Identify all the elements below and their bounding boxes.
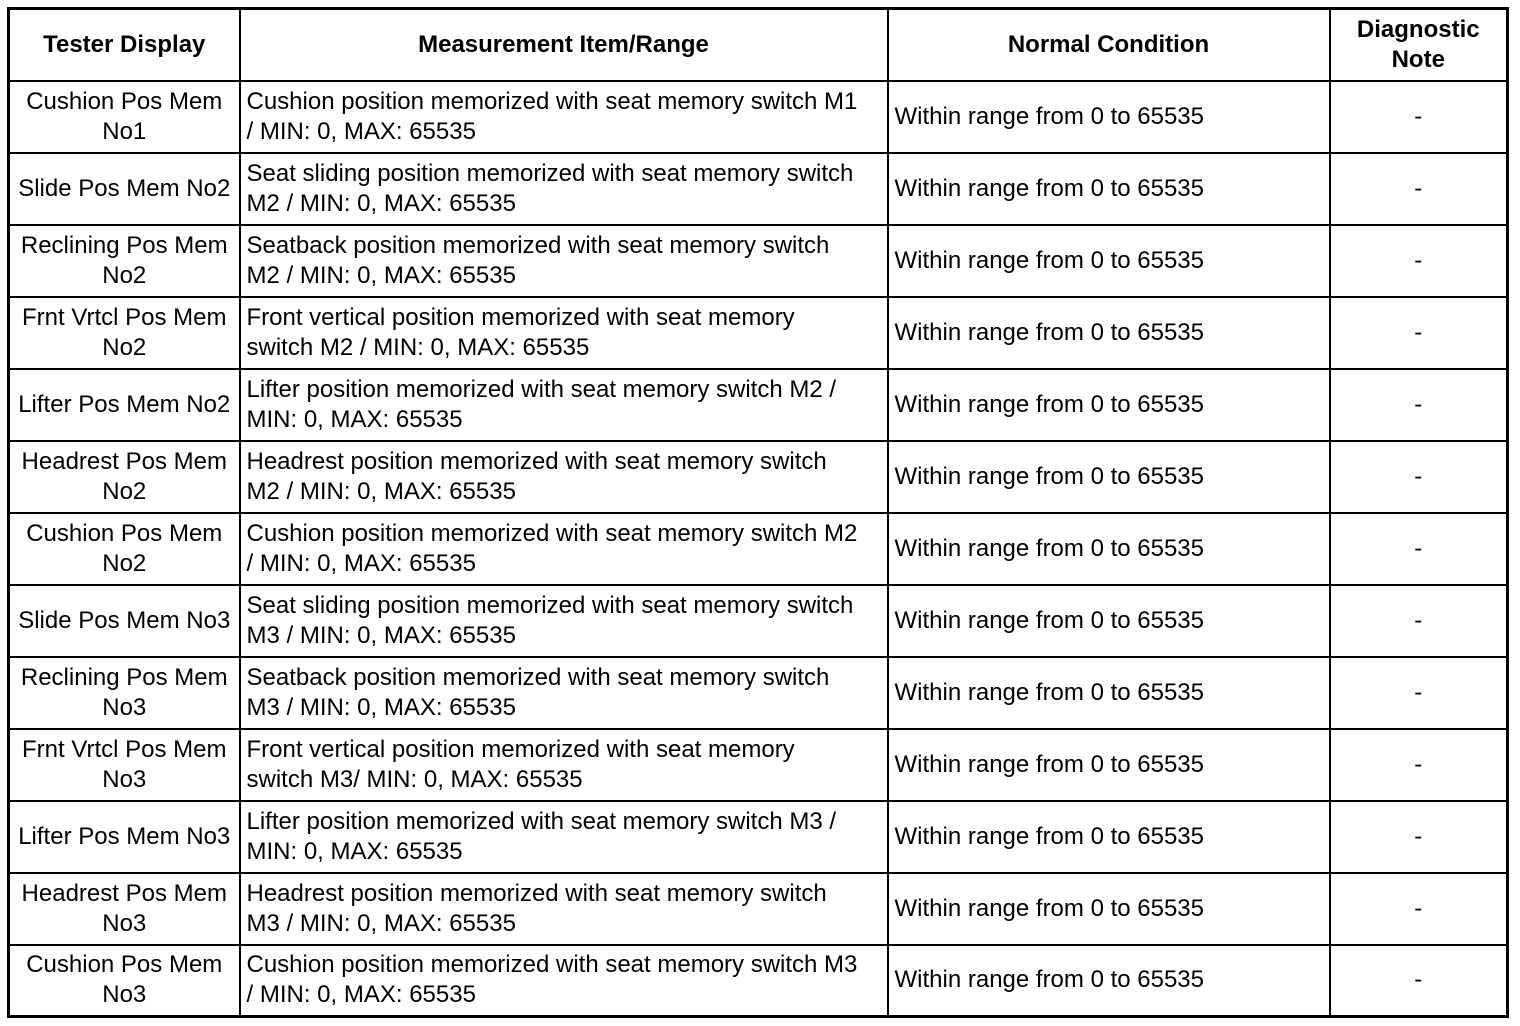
diagnostic-note-cell — [1330, 801, 1508, 873]
tester-display-cell-text: Frnt Vrtcl Pos Mem — [22, 735, 227, 763]
tester-display-cell-text: No3 — [102, 693, 147, 721]
tester-display-cell — [9, 81, 240, 153]
tester-display-cell-text: No3 — [102, 909, 147, 937]
measurement-cell-text: Lifter position memorized with seat memory switch M2 / — [246, 375, 837, 403]
table-row — [9, 873, 1508, 945]
diagnostic-note-cell-text: - — [1414, 318, 1423, 346]
measurement-cell-text: Front vertical position memorized with seat memory — [246, 303, 795, 331]
measurement-cell-text: / MIN: 0, MAX: 65535 — [246, 981, 476, 1009]
measurement-cell-text: M3 / MIN: 0, MAX: 65535 — [246, 621, 516, 649]
table-row — [9, 513, 1508, 585]
table-row — [9, 81, 1508, 153]
tester-display-cell-text: No1 — [102, 117, 147, 145]
normal-condition-cell-text: Within range from 0 to 65535 — [894, 606, 1205, 634]
tester-display-cell — [9, 297, 240, 369]
header-normal-condition-label: Normal Condition — [1007, 30, 1210, 58]
normal-condition-cell — [888, 657, 1330, 729]
measurement-cell-text: Headrest position memorized with seat memory switch — [246, 879, 827, 907]
normal-condition-cell-text: Within range from 0 to 65535 — [894, 966, 1205, 994]
table-row — [9, 225, 1508, 297]
measurement-cell-text: Seat sliding position memorized with seat memory switch — [246, 159, 854, 187]
table-row — [9, 297, 1508, 369]
measurement-cell-text: / MIN: 0, MAX: 65535 — [246, 549, 476, 577]
tester-display-cell-text: Cushion Pos Mem — [26, 519, 223, 547]
measurement-cell-text: MIN: 0, MAX: 65535 — [246, 837, 463, 865]
tester-display-cell — [9, 801, 240, 873]
header-row — [9, 9, 1508, 81]
table-row — [9, 945, 1508, 1017]
diagnostic-note-cell-text: - — [1414, 462, 1423, 490]
tester-display-cell — [9, 585, 240, 657]
tester-display-cell — [9, 729, 240, 801]
diagnostic-note-cell — [1330, 81, 1508, 153]
measurement-cell — [240, 585, 888, 657]
measurement-cell — [240, 297, 888, 369]
tester-display-cell-text: Cushion Pos Mem — [26, 951, 223, 979]
tester-display-cell-text: No2 — [102, 549, 147, 577]
normal-condition-cell-text: Within range from 0 to 65535 — [894, 102, 1205, 130]
tester-display-cell-text: No3 — [102, 981, 147, 1009]
normal-condition-cell-text: Within range from 0 to 65535 — [894, 678, 1205, 706]
measurement-cell-text: Seatback position memorized with seat memory switch — [246, 231, 830, 259]
normal-condition-cell — [888, 81, 1330, 153]
tester-display-cell-text: Lifter Pos Mem No3 — [18, 822, 231, 850]
measurement-cell — [240, 81, 888, 153]
header-measurement — [240, 9, 888, 81]
normal-condition-cell — [888, 873, 1330, 945]
measurement-cell — [240, 801, 888, 873]
measurement-cell-text: M3 / MIN: 0, MAX: 65535 — [246, 909, 516, 937]
measurement-cell — [240, 513, 888, 585]
diagnostic-note-cell-text: - — [1414, 894, 1423, 922]
normal-condition-cell-text: Within range from 0 to 65535 — [894, 462, 1205, 490]
table-row — [9, 585, 1508, 657]
measurement-cell — [240, 369, 888, 441]
diagnostic-note-cell — [1330, 585, 1508, 657]
tester-display-cell-text: Lifter Pos Mem No2 — [18, 390, 231, 418]
tester-display-cell — [9, 945, 240, 1017]
measurement-cell-text: Cushion position memorized with seat memory switch M1 — [246, 87, 858, 115]
tester-display-cell-text: No2 — [102, 333, 147, 361]
normal-condition-cell-text: Within range from 0 to 65535 — [894, 750, 1205, 778]
normal-condition-cell-text: Within range from 0 to 65535 — [894, 894, 1205, 922]
table-row — [9, 369, 1508, 441]
table-row — [9, 153, 1508, 225]
diagnostic-note-cell-text: - — [1414, 678, 1423, 706]
measurement-cell — [240, 729, 888, 801]
header-tester-display — [9, 9, 240, 81]
diagnostic-note-cell — [1330, 657, 1508, 729]
normal-condition-cell-text: Within range from 0 to 65535 — [894, 534, 1205, 562]
normal-condition-cell-text: Within range from 0 to 65535 — [894, 174, 1205, 202]
normal-condition-cell — [888, 297, 1330, 369]
diagnostic-note-cell — [1330, 729, 1508, 801]
diagnostic-note-cell — [1330, 369, 1508, 441]
tester-display-cell-text: Cushion Pos Mem — [26, 87, 223, 115]
normal-condition-cell-text: Within range from 0 to 65535 — [894, 390, 1205, 418]
diagnostic-note-cell-text: - — [1414, 174, 1423, 202]
measurement-cell — [240, 945, 888, 1017]
diagnostic-note-cell-text: - — [1414, 606, 1423, 634]
header-diagnostic-note — [1330, 9, 1508, 81]
normal-condition-cell — [888, 369, 1330, 441]
measurement-cell-text: Cushion position memorized with seat memory switch M3 — [246, 951, 858, 979]
measurement-cell-text: switch M3/ MIN: 0, MAX: 65535 — [246, 765, 583, 793]
diagnostic-note-cell — [1330, 873, 1508, 945]
normal-condition-cell — [888, 585, 1330, 657]
tester-display-cell-text: Frnt Vrtcl Pos Mem — [22, 303, 227, 331]
measurement-cell-text: Seatback position memorized with seat memory switch — [246, 663, 830, 691]
measurement-cell-text: Front vertical position memorized with seat memory — [246, 735, 795, 763]
measurement-cell-text: Cushion position memorized with seat memory switch M2 — [246, 519, 858, 547]
diagnostic-note-cell-text: - — [1414, 534, 1423, 562]
measurement-cell — [240, 657, 888, 729]
tester-display-cell-text: Slide Pos Mem No2 — [18, 174, 231, 202]
tester-display-cell-text: Headrest Pos Mem — [21, 447, 227, 475]
normal-condition-cell — [888, 441, 1330, 513]
header-normal-condition — [888, 9, 1330, 81]
diagnostic-note-cell — [1330, 441, 1508, 513]
tester-display-cell — [9, 153, 240, 225]
table-row — [9, 441, 1508, 513]
diagnostic-note-cell — [1330, 945, 1508, 1017]
measurement-cell-text: Seat sliding position memorized with seat memory switch — [246, 591, 854, 619]
table-body — [9, 81, 1508, 1017]
table-header — [9, 9, 1508, 81]
normal-condition-cell-text: Within range from 0 to 65535 — [894, 246, 1205, 274]
tester-display-cell — [9, 369, 240, 441]
diagnostic-note-cell — [1330, 513, 1508, 585]
diagnostic-note-cell-text: - — [1414, 102, 1423, 130]
measurement-cell-text: M2 / MIN: 0, MAX: 65535 — [246, 261, 516, 289]
tester-display-cell — [9, 873, 240, 945]
normal-condition-cell — [888, 945, 1330, 1017]
diagnostic-note-cell-text: - — [1414, 750, 1423, 778]
data-monitor-table — [7, 7, 1509, 1018]
diagnostic-note-cell-text: - — [1414, 246, 1423, 274]
measurement-cell-text: switch M2 / MIN: 0, MAX: 65535 — [246, 333, 590, 361]
measurement-cell-text: / MIN: 0, MAX: 65535 — [246, 117, 476, 145]
measurement-cell-text: Headrest position memorized with seat memory switch — [246, 447, 827, 475]
tester-display-cell-text: Reclining Pos Mem — [20, 231, 228, 259]
diagnostic-note-cell — [1330, 297, 1508, 369]
tester-display-cell — [9, 441, 240, 513]
measurement-cell — [240, 441, 888, 513]
tester-display-cell-text: Headrest Pos Mem — [21, 879, 227, 907]
measurement-cell-text: M2 / MIN: 0, MAX: 65535 — [246, 477, 516, 505]
header-measurement-label: Measurement Item/Range — [418, 30, 709, 58]
diagnostic-note-cell — [1330, 225, 1508, 297]
measurement-cell-text: MIN: 0, MAX: 65535 — [246, 405, 463, 433]
header-diagnostic-note-label: Diagnostic — [1356, 15, 1480, 43]
normal-condition-cell-text: Within range from 0 to 65535 — [894, 822, 1205, 850]
measurement-cell — [240, 873, 888, 945]
measurement-cell-text: M3 / MIN: 0, MAX: 65535 — [246, 693, 516, 721]
normal-condition-cell-text: Within range from 0 to 65535 — [894, 318, 1205, 346]
normal-condition-cell — [888, 153, 1330, 225]
tester-display-cell-text: No2 — [102, 261, 147, 289]
header-diagnostic-note-label: Note — [1391, 45, 1445, 73]
measurement-cell — [240, 153, 888, 225]
header-tester-display-label: Tester Display — [43, 30, 206, 58]
diagnostic-note-cell-text: - — [1414, 390, 1423, 418]
table-row — [9, 657, 1508, 729]
measurement-cell-text: Lifter position memorized with seat memory switch M3 / — [246, 807, 837, 835]
table-row — [9, 729, 1508, 801]
diagnostic-note-cell-text: - — [1414, 822, 1423, 850]
tester-display-cell — [9, 513, 240, 585]
measurement-cell — [240, 225, 888, 297]
tester-display-cell-text: No2 — [102, 477, 147, 505]
diagnostic-note-cell-text: - — [1414, 966, 1423, 994]
tester-display-cell — [9, 225, 240, 297]
measurement-cell-text: M2 / MIN: 0, MAX: 65535 — [246, 189, 516, 217]
tester-display-cell — [9, 657, 240, 729]
tester-display-cell-text: Reclining Pos Mem — [20, 663, 228, 691]
normal-condition-cell — [888, 225, 1330, 297]
diagnostic-note-cell — [1330, 153, 1508, 225]
table-row — [9, 801, 1508, 873]
tester-display-cell-text: No3 — [102, 765, 147, 793]
tester-display-cell-text: Slide Pos Mem No3 — [18, 606, 231, 634]
normal-condition-cell — [888, 729, 1330, 801]
normal-condition-cell — [888, 513, 1330, 585]
normal-condition-cell — [888, 801, 1330, 873]
